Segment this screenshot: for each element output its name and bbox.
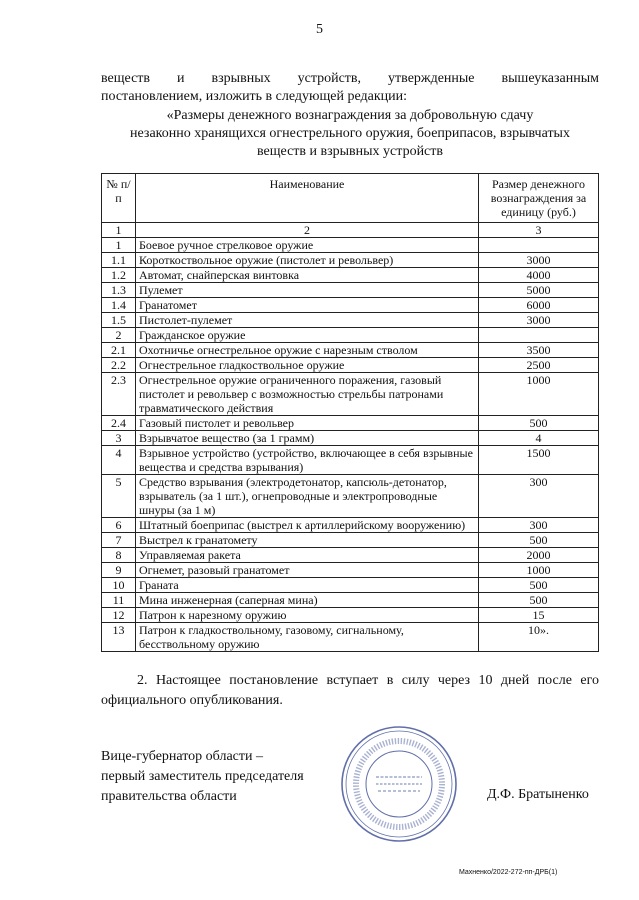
table-row <box>102 313 599 328</box>
row-amount-cell: 2500 <box>479 358 599 373</box>
intro-text <box>101 70 599 106</box>
signer-name: Д.Ф. Братыненко <box>487 787 589 802</box>
row-amount-cell: 5000 <box>479 283 599 298</box>
row-amount-cell: 500 <box>479 593 599 608</box>
row-name-cell: Мина инженерная (саперная мина) <box>136 593 479 608</box>
row-amount-cell: 500 <box>479 533 599 548</box>
table-row <box>102 238 599 253</box>
row-number-cell: 11 <box>102 593 136 608</box>
row-number-cell: 8 <box>102 548 136 563</box>
row-amount-cell: 4 <box>479 431 599 446</box>
signer-title-line: правительства области <box>101 789 237 804</box>
table-row <box>102 358 599 373</box>
table-row <box>102 253 599 268</box>
row-number-cell: 1.5 <box>102 313 136 328</box>
row-amount-cell: 3500 <box>479 343 599 358</box>
row-amount-cell: 15 <box>479 608 599 623</box>
reward-table <box>101 173 599 652</box>
table-index-row <box>102 223 599 238</box>
row-name-cell: Газовый пистолет и револьвер <box>136 416 479 431</box>
heading-line: веществ и взрывных устройств <box>256 144 443 159</box>
row-amount-cell: 500 <box>479 416 599 431</box>
row-number-cell: 12 <box>102 608 136 623</box>
table-row <box>102 593 599 608</box>
heading-line: «Размеры денежного вознаграждения за добровольную сдачу <box>166 108 534 123</box>
table-row <box>102 268 599 283</box>
row-number-cell: 4 <box>102 446 136 475</box>
row-amount-cell: 1000 <box>479 373 599 416</box>
row-number-cell: 2 <box>102 328 136 343</box>
table-row <box>102 608 599 623</box>
row-number-cell: 1.4 <box>102 298 136 313</box>
table-row <box>102 298 599 313</box>
row-number-cell: 1.1 <box>102 253 136 268</box>
official-seal-icon <box>340 725 458 843</box>
row-number-cell: 2.3 <box>102 373 136 416</box>
table-row <box>102 446 599 475</box>
footer-code: Махненко/2022-272-пп-ДРБ(1) <box>459 869 558 876</box>
row-name-cell: Охотничье огнестрельное оружие с нарезным стволом <box>136 343 479 358</box>
table-row <box>102 373 599 416</box>
table-row <box>102 563 599 578</box>
row-number-cell: 2.4 <box>102 416 136 431</box>
row-number-cell: 1.3 <box>102 283 136 298</box>
table-row <box>102 283 599 298</box>
row-amount-cell: 6000 <box>479 298 599 313</box>
row-name-cell: Короткоствольное оружие (пистолет и револьвер) <box>136 253 479 268</box>
row-name-cell: Граната <box>136 578 479 593</box>
signer-title-line: Вице-губернатор области – <box>101 749 263 764</box>
row-name-cell: Средство взрывания (электродетонатор, капсюль-детонатор, взрыватель (за 1 шт.), огнепроводные и электропроводные шнуры (за 1 м) <box>136 475 479 518</box>
index-cell: 2 <box>136 223 479 238</box>
column-header-name: Наименование <box>136 174 479 223</box>
row-amount-cell: 300 <box>479 475 599 518</box>
row-name-cell: Патрон к нарезному оружию <box>136 608 479 623</box>
column-header-number: № п/п <box>102 174 136 223</box>
row-name-cell: Штатный боеприпас (выстрел к артиллерийскому вооружению) <box>136 518 479 533</box>
row-name-cell: Взрывное устройство (устройство, включающее в себя взрывные вещества и средства взрывания) <box>136 446 479 475</box>
row-number-cell: 3 <box>102 431 136 446</box>
row-amount-cell <box>479 238 599 253</box>
index-cell: 1 <box>102 223 136 238</box>
row-name-cell: Пистолет-пулемет <box>136 313 479 328</box>
table-row <box>102 343 599 358</box>
intro-line: постановлением, изложить в следующей редакции: <box>101 89 408 104</box>
row-name-cell: Патрон к гладкоствольному, газовому, сигнальному, бесствольному оружию <box>136 623 479 652</box>
row-name-cell: Автомат, снайперская винтовка <box>136 268 479 283</box>
row-amount-cell: 1500 <box>479 446 599 475</box>
row-name-cell: Взрывчатое вещество (за 1 грамм) <box>136 431 479 446</box>
row-name-cell: Управляемая ракета <box>136 548 479 563</box>
row-name-cell: Боевое ручное стрелковое оружие <box>136 238 479 253</box>
row-amount-cell: 3000 <box>479 313 599 328</box>
row-number-cell: 10 <box>102 578 136 593</box>
row-amount-cell: 1000 <box>479 563 599 578</box>
row-number-cell: 1 <box>102 238 136 253</box>
table-row <box>102 475 599 518</box>
table-header-row <box>102 174 599 223</box>
row-number-cell: 1.2 <box>102 268 136 283</box>
row-number-cell: 13 <box>102 623 136 652</box>
table-heading <box>101 107 599 161</box>
row-amount-cell: 500 <box>479 578 599 593</box>
effective-date-paragraph: 2. Настоящее постановление вступает в силу через 10 дней после его официального опубликования. <box>101 673 599 708</box>
row-name-cell: Гранатомет <box>136 298 479 313</box>
table-body <box>102 238 599 652</box>
table-row <box>102 328 599 343</box>
table-row <box>102 548 599 563</box>
signer-title-line: первый заместитель председателя <box>101 769 304 784</box>
row-name-cell: Гражданское оружие <box>136 328 479 343</box>
table-row <box>102 533 599 548</box>
row-number-cell: 5 <box>102 475 136 518</box>
row-amount-cell: 2000 <box>479 548 599 563</box>
column-header-amount: Размер денежного вознаграждения за единицу (руб.) <box>479 174 599 223</box>
row-number-cell: 2.2 <box>102 358 136 373</box>
table-row <box>102 518 599 533</box>
table-row <box>102 431 599 446</box>
row-name-cell: Выстрел к гранатомету <box>136 533 479 548</box>
heading-line: незаконно хранящихся огнестрельного оружия, боеприпасов, взрывчатых <box>130 126 570 141</box>
row-amount-cell: 3000 <box>479 253 599 268</box>
page-number: 5 <box>316 22 323 37</box>
table-row <box>102 578 599 593</box>
row-name-cell: Огнестрельное оружие ограниченного поражения, газовый пистолет и револьвер с возможностью стрельбы патронами травматического действия <box>136 373 479 416</box>
table-row <box>102 623 599 652</box>
row-number-cell: 6 <box>102 518 136 533</box>
row-number-cell: 2.1 <box>102 343 136 358</box>
table-row <box>102 416 599 431</box>
row-name-cell: Огнестрельное гладкоствольное оружие <box>136 358 479 373</box>
row-amount-cell: 4000 <box>479 268 599 283</box>
index-cell: 3 <box>479 223 599 238</box>
intro-line: веществ и взрывных устройств, утвержденные вышеуказанным <box>101 71 599 86</box>
row-number-cell: 7 <box>102 533 136 548</box>
row-number-cell: 9 <box>102 563 136 578</box>
row-amount-cell: 300 <box>479 518 599 533</box>
row-name-cell: Огнемет, разовый гранатомет <box>136 563 479 578</box>
signer-title <box>101 747 304 807</box>
row-name-cell: Пулемет <box>136 283 479 298</box>
row-amount-cell: 10». <box>479 623 599 652</box>
row-amount-cell <box>479 328 599 343</box>
